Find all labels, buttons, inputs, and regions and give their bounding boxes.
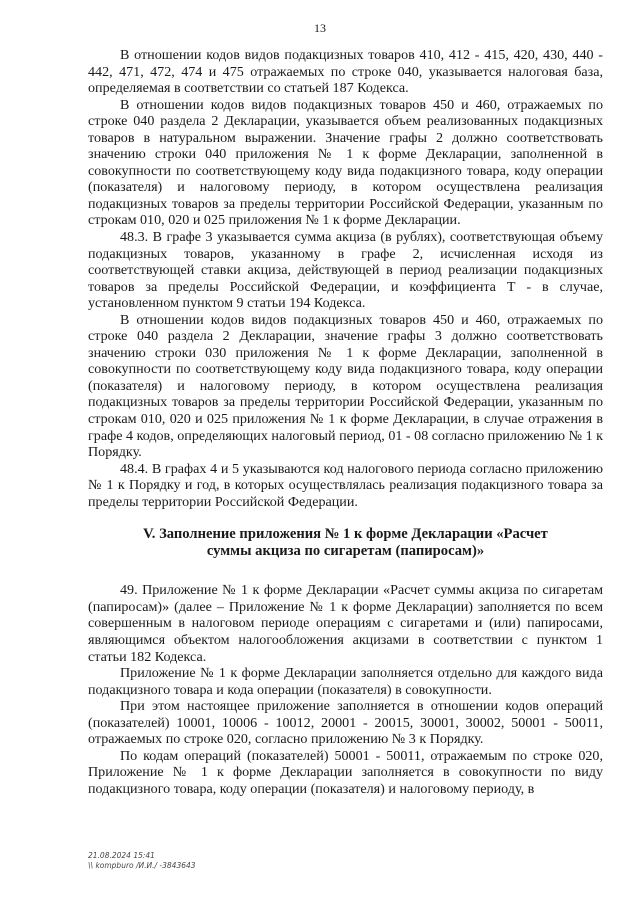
paragraph: По кодам операций (показателей) 50001 - 50011, отражаемым по строке 020, Приложение № 1 к форме Декларации заполняется в совокупности по виду подакцизного товара, коду операции (показателя) и налоговому периоду, в: [88, 747, 603, 797]
section-heading-line2: суммы акциза по сигаретам (папиросам)»: [206, 543, 485, 560]
footer-stamp: [88, 851, 196, 871]
paragraph: 48.4. В графах 4 и 5 указываются код налогового периода согласно приложению № 1 к Порядку и год, в которых осуществлялась реализация подакцизного товара за пределы территории Российской Федерации.: [88, 460, 603, 510]
footer-date: 21.08.2024 15:41: [88, 851, 155, 860]
paragraph: В отношении кодов видов подакцизных товаров 450 и 460, отражаемых по строке 040 раздела 2 Декларации, значение графы 3 должно соответствовать значению строки 030 приложения № 1 к форме Декларации, заполненной в совокупности по соответствующему коду вида подакцизного товара, коду операции (показателя) и налоговому периоду, в котором осуществлена реализация подакцизных товаров за пределы территории Российской Федерации, указанным по строкам 010, 020 и 025 приложения № 1 к форме Декларации, в случае отражения в графе 4 кодов, определяющих налоговый период, 01 - 08 согласно приложению № 1 к Порядку.: [88, 311, 603, 461]
paragraph: При этом настоящее приложение заполняется в отношении кодов операций (показателей) 10001, 10006 - 10012, 20001 - 20015, 30001, 30002, 50001 - 50011, отражаемых по строке 020, согласно приложению № 3 к Порядку.: [88, 698, 603, 748]
paragraph: 48.3. В графе 3 указывается сумма акциза (в рублях), соответствующая объему подакцизных товаров, указанному в графе 2, исчисленная исходя из соответствующей ставки акциза, действующей в период реализации подакцизных товаров за пределы Российской Федерации, и коэффициента Т - в случае, установленном пунктом 9 статьи 194 Кодекса.: [88, 229, 603, 312]
paragraph: В отношении кодов видов подакцизных товаров 450 и 460, отражаемых по строке 040 раздела 2 Декларации, указывается объем реализованных подакцизных товаров в натуральном выражении. Значение графы 2 должно соответствовать значению строки 040 приложения № 1 к форме Декларации, заполненной в совокупности по соответствующему коду вида подакцизного товара, коду операции (показателя) и налоговому периоду, в котором осуществлена реализация подакцизных товаров за пределы территории Российской Федерации, указанным по строкам 010, 020 и 025 приложения № 1 к форме Декларации.: [88, 96, 603, 229]
paragraph: В отношении кодов видов подакцизных товаров 410, 412 - 415, 420, 430, 440 - 442, 471, 472, 474 и 475 отражаемых по строке 040, указывается налоговая база, определяемая в соответствии со статьей 187 Кодекса.: [88, 47, 603, 97]
section-heading-line1: V. Заполнение приложения № 1 к форме Декларации «Расчет: [143, 526, 548, 543]
document-body: [88, 47, 603, 797]
paragraph: Приложение № 1 к форме Декларации заполняется отдельно для каждого вида подакцизного товара и кода операции (показателя) в совокупности.: [88, 665, 603, 698]
paragraph: 49. Приложение № 1 к форме Декларации «Расчет суммы акциза по сигаретам (папиросам)» (далее – Приложение № 1 к форме Декларации) заполняется по всем совершенным в налоговом периоде операциям с сигаретами и (или) папиросами, являющимся объектом налогообложения акцизами в соответствии с пунктом 1 статьи 182 Кодекса.: [88, 582, 603, 665]
footer-author: \\ kompburo /И.И./ -3843643: [88, 861, 196, 870]
section-heading: [88, 526, 603, 560]
page-number: 13: [314, 21, 326, 35]
